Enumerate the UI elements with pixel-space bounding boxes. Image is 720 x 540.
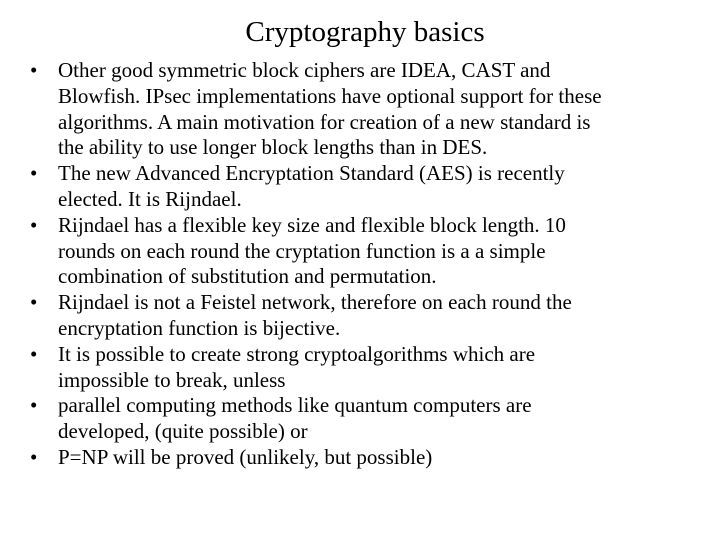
bullet-text-line: developed, (quite possible) or [58,419,308,444]
bullet-icon: • [30,393,38,418]
bullet-item [30,393,690,445]
bullet-text-line: encryptation function is bijective. [58,315,341,340]
bullet-text-line: Blowfish. IPsec implementations have optional support for these [58,83,602,108]
bullet-text-line: Rijndael has a flexible key size and flexible block length. 10 [58,212,566,237]
bullet-text-line: P=NP will be proved (unlikely, but possible) [58,444,433,469]
bullet-text-line: algorithms. A main motivation for creation of a new standard is [58,109,591,134]
bullet-text-line: elected. It is Rijndael. [58,186,242,211]
bullet-text-line: parallel computing methods like quantum computers are [58,393,532,418]
bullet-icon: • [30,161,38,186]
bullet-text-line: The new Advanced Encryptation Standard (AES) is recently [58,161,565,186]
bullet-icon: • [30,444,38,469]
bullet-icon: • [30,58,38,82]
bullet-text-line: the ability to use longer block lengths than in DES. [58,135,488,160]
bullet-text-line: combination of substitution and permutation. [58,264,437,289]
bullet-icon: • [30,290,38,315]
bullet-item [30,342,690,394]
bullet-item [30,290,690,342]
bullet-item [30,161,690,213]
bullet-text-line: It is possible to create strong cryptoalgorithms which are [58,341,536,366]
bullet-text-line: impossible to break, unless [58,367,286,392]
bullet-item [30,213,690,290]
bullet-item [30,445,690,471]
bullet-item [30,58,690,161]
bullet-text-line: Rijndael is not a Feistel network, therefore on each round the [58,290,572,315]
bullet-text-line: Other good symmetric block ciphers are IDEA, CAST and [58,58,551,82]
bullet-icon: • [30,212,38,237]
bullet-list [30,58,690,471]
bullet-text-line: rounds on each round the cryptation function is a a simple [58,238,546,263]
bullet-icon: • [30,341,38,366]
slide-title: Cryptography basics [245,16,485,48]
